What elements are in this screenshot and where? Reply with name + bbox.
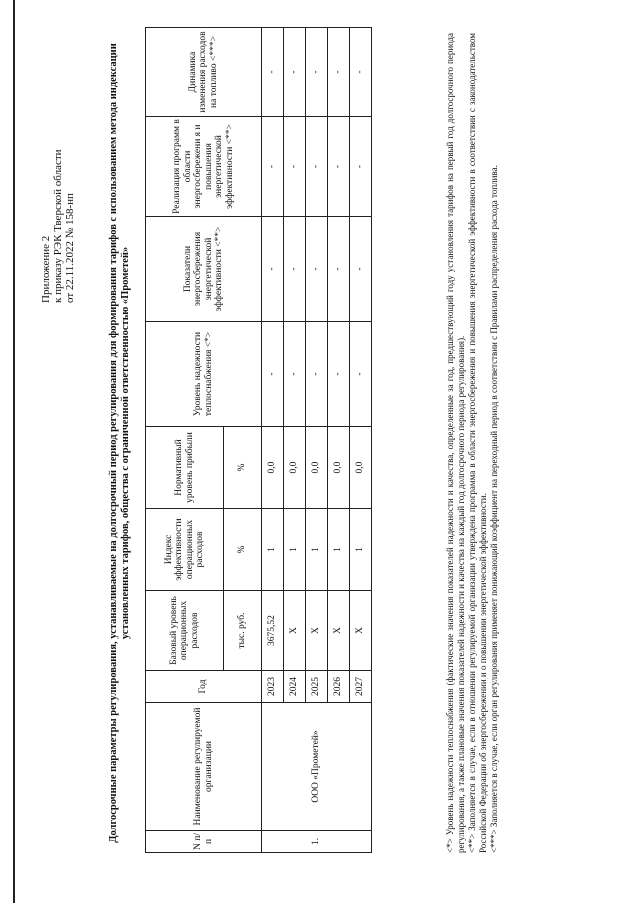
cell-base: Х xyxy=(284,591,306,671)
cell-fuel: - xyxy=(262,28,284,117)
cell-reliability: - xyxy=(306,322,328,427)
cell-year: 2024 xyxy=(284,671,306,703)
cell-profit: 0,0 xyxy=(262,427,284,509)
cell-reliability: - xyxy=(262,322,284,427)
cell-base: Х xyxy=(350,591,372,671)
cell-reliability: - xyxy=(284,322,306,427)
cell-fuel: - xyxy=(306,28,328,117)
table-row xyxy=(262,28,284,853)
unit-profit: % xyxy=(224,427,262,509)
appendix-header xyxy=(40,53,76,303)
appendix-line-1: Приложение 2 xyxy=(40,235,52,303)
unit-base: тыс. руб. xyxy=(224,591,262,671)
cell-reliability: - xyxy=(350,322,372,427)
cell-index: 1 xyxy=(328,509,350,591)
header-org: Наименование регулируемой организации xyxy=(146,703,262,831)
cell-energy: - xyxy=(350,217,372,322)
cell-profit: 0,0 xyxy=(350,427,372,509)
footnotes xyxy=(445,33,500,853)
cell-fuel: - xyxy=(284,28,306,117)
cell-reliability: - xyxy=(328,322,350,427)
cell-fuel: - xyxy=(350,28,372,117)
cell-energy: - xyxy=(284,217,306,322)
cell-index: 1 xyxy=(350,509,372,591)
cell-index: 1 xyxy=(306,509,328,591)
row-number: 1. xyxy=(262,831,372,853)
header-reliability: Уровень надежности теплоснабжения <*> xyxy=(146,322,262,427)
cell-index: 1 xyxy=(284,509,306,591)
cell-year: 2026 xyxy=(328,671,350,703)
cell-year: 2023 xyxy=(262,671,284,703)
unit-index: % xyxy=(224,509,262,591)
cell-fuel: - xyxy=(328,28,350,117)
cell-program: - xyxy=(284,117,306,217)
cell-energy: - xyxy=(262,217,284,322)
header-year: Год xyxy=(146,671,262,703)
header-program: Реализация программ в области энергосбережени я и повышения энергетической эффективности <**> xyxy=(146,117,262,217)
header-base: Базовый уровень операционных расходов xyxy=(146,591,224,671)
cell-program: - xyxy=(328,117,350,217)
cell-profit: 0,0 xyxy=(284,427,306,509)
cell-energy: - xyxy=(306,217,328,322)
cell-index: 1 xyxy=(262,509,284,591)
cell-profit: 0,0 xyxy=(328,427,350,509)
cell-base: Х xyxy=(328,591,350,671)
cell-program: - xyxy=(306,117,328,217)
document-title: Долгосрочные параметры регулирования, устанавливаемые на долгосрочный период регулирования для формирования тарифов с использованием метода индексации установленных тарифов, общества с ограниченной ответственностью «Прометей» xyxy=(108,43,131,843)
cell-base: 3675,52 xyxy=(262,591,284,671)
header-num: N п/п xyxy=(146,831,262,853)
org-name: ООО «Прометей» xyxy=(262,703,372,831)
table-header-row xyxy=(146,28,224,853)
appendix-line-3: от 22.11.2022 № 158-нп xyxy=(64,193,76,303)
footnote-1: <*> Уровень надежности теплоснабжения (фактические значения показателей надежности и качества, определенные за год, предшествующий году установления тарифов на первый год долгосрочного периода регулирования, а также плановые значения показателей надежности и качества на каждый год долгосрочного периода регулирования). xyxy=(445,33,466,853)
cell-year: 2025 xyxy=(306,671,328,703)
parameters-table xyxy=(145,27,372,853)
cell-base: Х xyxy=(306,591,328,671)
cell-profit: 0,0 xyxy=(306,427,328,509)
footnote-3: <***> Заполняется в случае, если орган регулирования применяет понижающий коэффициент на переходный период в соответствии с Правилами распределения расхода топлива. xyxy=(489,165,499,853)
header-index: Индекс эффективности операционных расходов xyxy=(146,509,224,591)
footnote-2: <**> Заполняется в случае, если в отношении регулируемой организации утверждена программа в области энергосбережения и повышения энергетической эффективности в соответствии с законодательством Российской Федерации об энергосбережении и о повышении энергетической эффективности. xyxy=(467,33,488,853)
cell-energy: - xyxy=(328,217,350,322)
cell-program: - xyxy=(262,117,284,217)
appendix-line-2: к приказу РЭК Тверской области xyxy=(52,149,64,303)
cell-program: - xyxy=(350,117,372,217)
header-fuel: Динамика изменения расходов на топливо <***> xyxy=(146,28,262,117)
cell-year: 2027 xyxy=(350,671,372,703)
header-energy: Показатели энергосбережения энергетической эффективности <**> xyxy=(146,217,262,322)
header-profit: Нормативный уровень прибыли xyxy=(146,427,224,509)
